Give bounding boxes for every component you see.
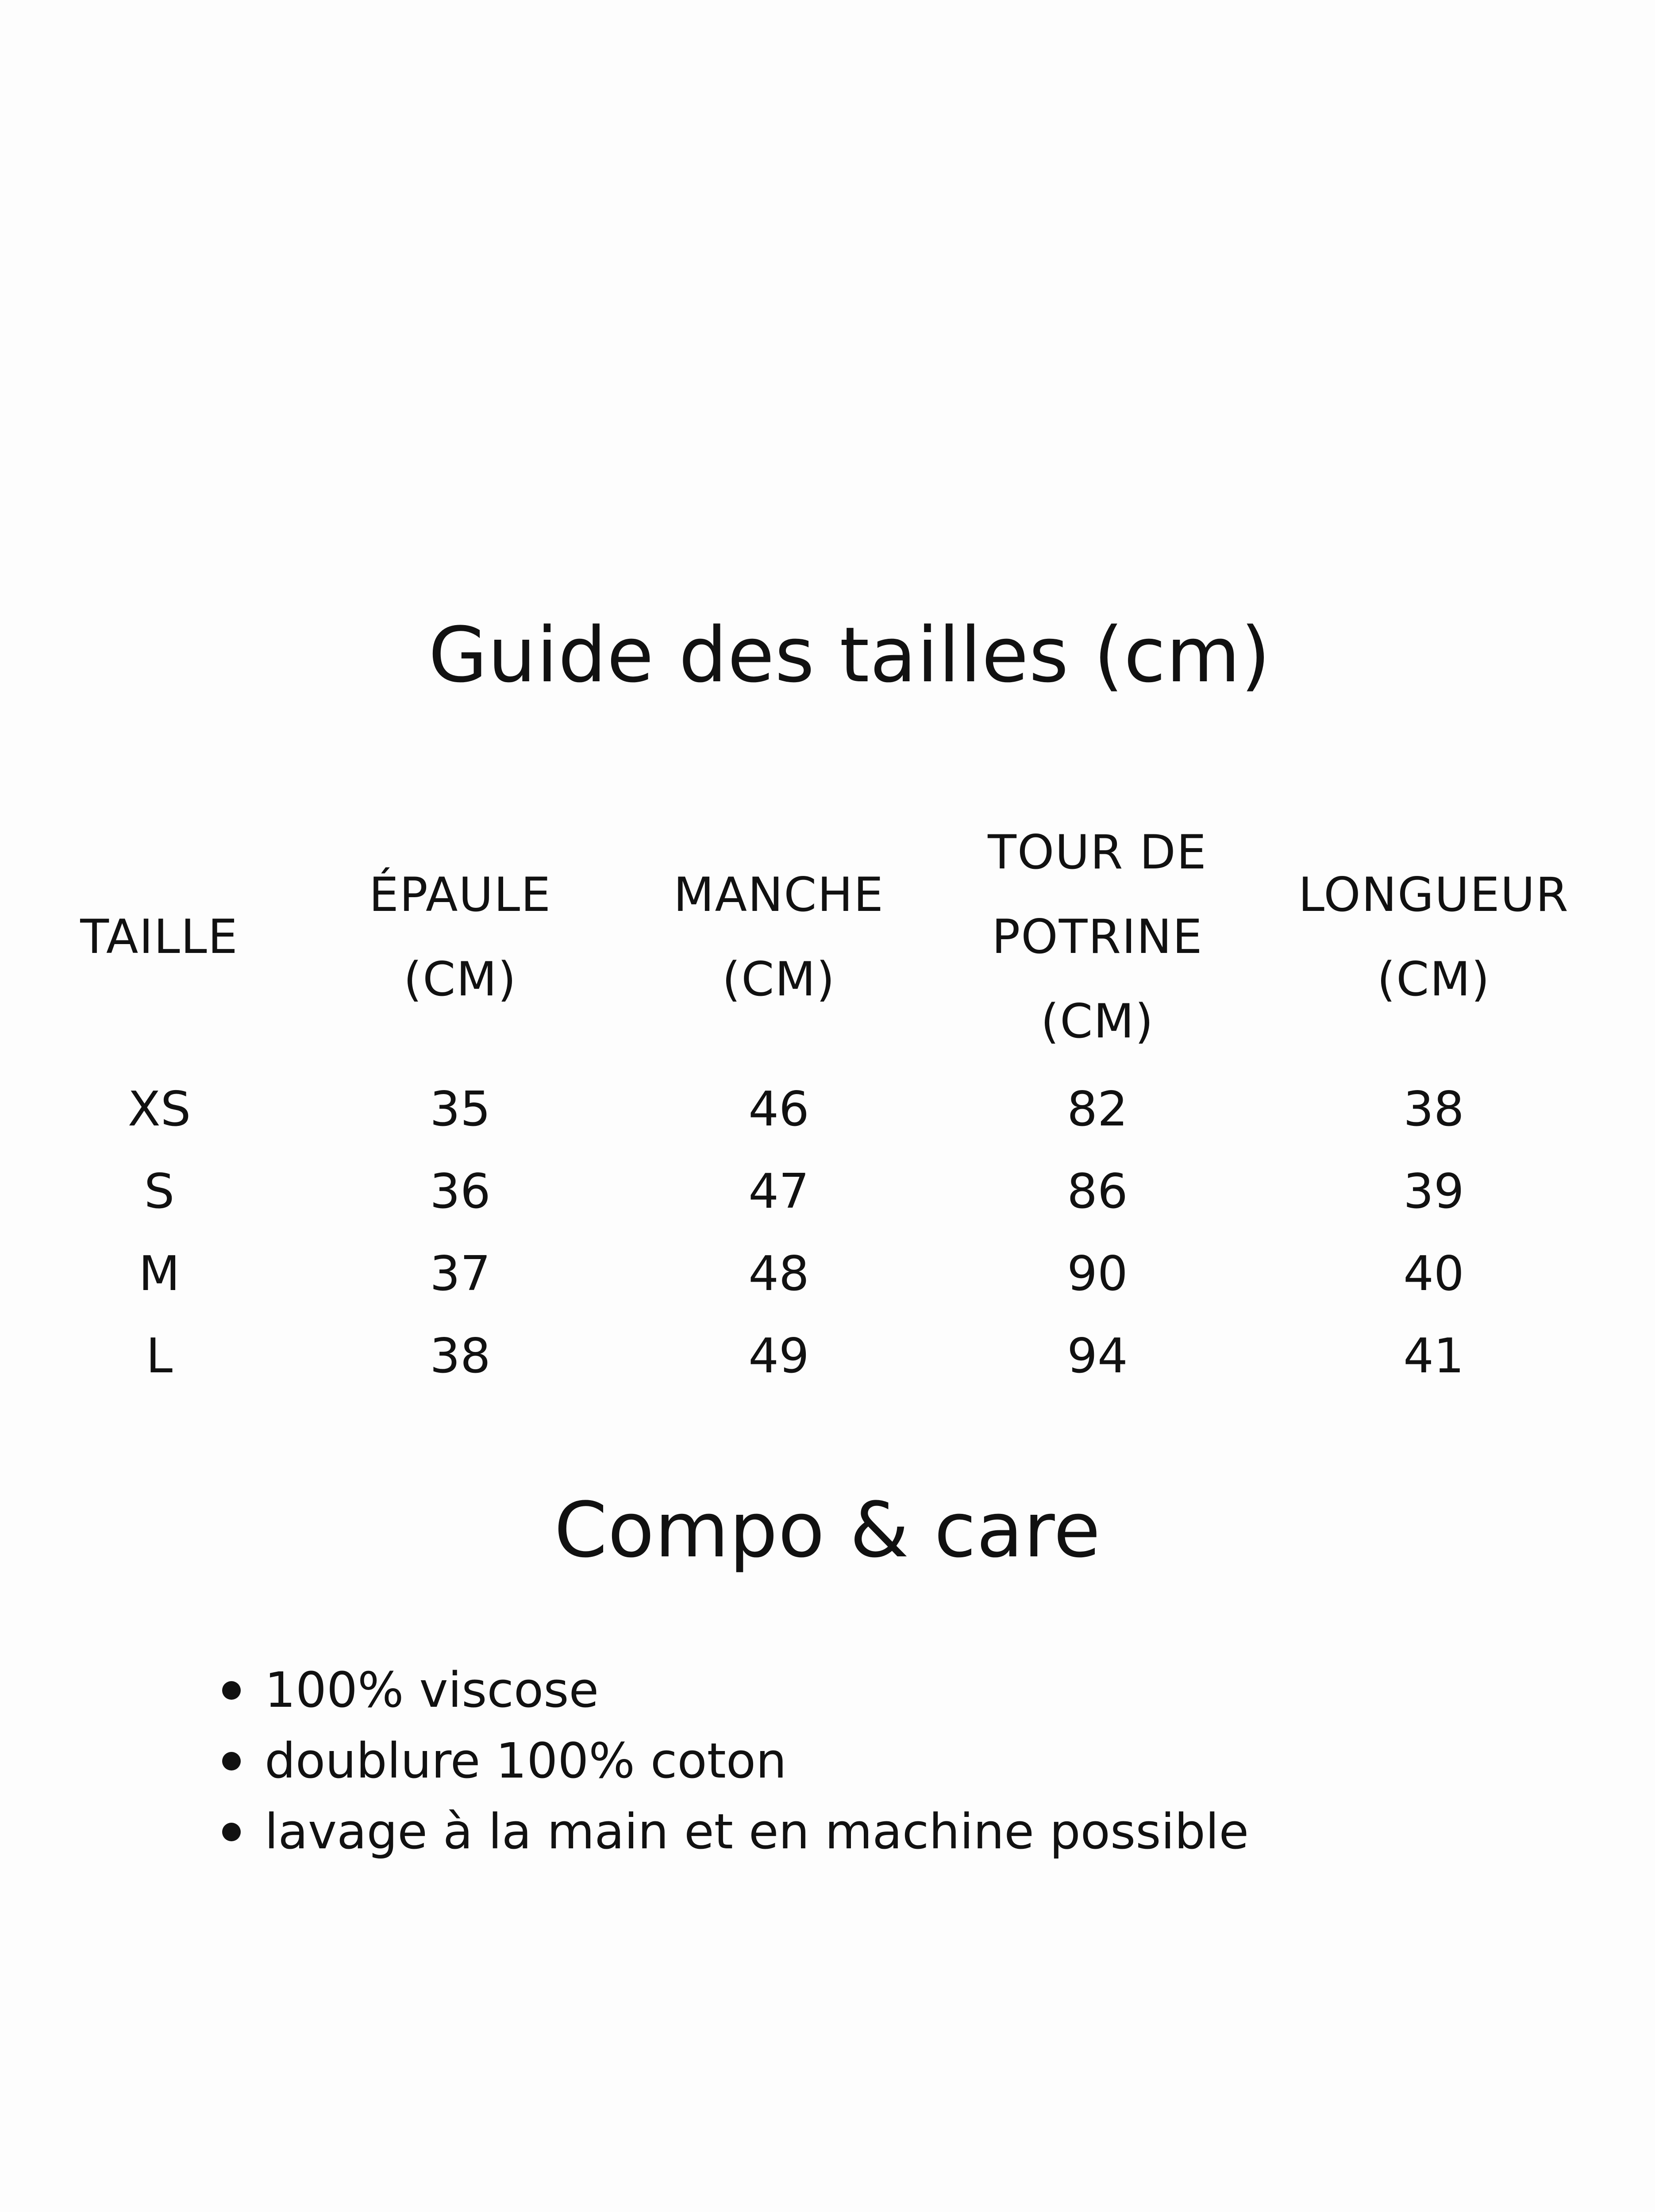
list-item	[212, 1796, 1249, 1867]
column-header-sleeve: MANCHE (CM)	[674, 867, 884, 1006]
care-item-text: 100% viscose	[265, 1662, 599, 1718]
length-cell: 39	[1403, 1164, 1464, 1219]
table-row	[18, 1068, 1611, 1151]
sleeve-cell: 48	[748, 1246, 809, 1302]
size-cell: L	[146, 1329, 173, 1384]
column-header-size: TAILLE	[80, 910, 239, 964]
table-row	[18, 1151, 1611, 1233]
chest-cell: 82	[1067, 1082, 1128, 1137]
list-item	[212, 1655, 1249, 1725]
size-cell: XS	[127, 1082, 191, 1137]
length-cell: 40	[1403, 1246, 1464, 1302]
size-guide-table	[18, 805, 1611, 1398]
size-cell: M	[139, 1246, 180, 1302]
shoulder-cell: 35	[430, 1082, 491, 1137]
column-header-chest: TOUR DE POTRINE (CM)	[988, 825, 1207, 1048]
sleeve-cell: 46	[748, 1082, 809, 1137]
care-item-text: lavage à la main et en machine possible	[265, 1803, 1249, 1860]
table-row	[18, 1233, 1611, 1315]
size-cell: S	[144, 1164, 175, 1219]
list-item	[212, 1725, 1249, 1796]
table-row	[18, 1315, 1611, 1398]
sleeve-cell: 47	[748, 1164, 809, 1219]
chest-cell: 94	[1067, 1329, 1128, 1384]
care-title: Compo & care	[554, 1486, 1101, 1575]
bullet-icon	[222, 1681, 241, 1700]
shoulder-cell: 37	[430, 1246, 491, 1302]
care-item-text: doublure 100% coton	[265, 1732, 787, 1789]
column-header-shoulder: ÉPAULE (CM)	[369, 867, 552, 1006]
bullet-icon	[222, 1752, 241, 1770]
care-list	[212, 1655, 1249, 1867]
chest-cell: 86	[1067, 1164, 1128, 1219]
length-cell: 38	[1403, 1082, 1464, 1137]
size-guide-title: Guide des tailles (cm)	[428, 611, 1271, 699]
table-header-row	[18, 805, 1611, 1068]
shoulder-cell: 36	[430, 1164, 491, 1219]
chest-cell: 90	[1067, 1246, 1128, 1302]
length-cell: 41	[1403, 1329, 1464, 1384]
shoulder-cell: 38	[430, 1329, 491, 1384]
column-header-length: LONGUEUR (CM)	[1298, 867, 1569, 1006]
bullet-icon	[222, 1823, 241, 1841]
sleeve-cell: 49	[748, 1329, 809, 1384]
